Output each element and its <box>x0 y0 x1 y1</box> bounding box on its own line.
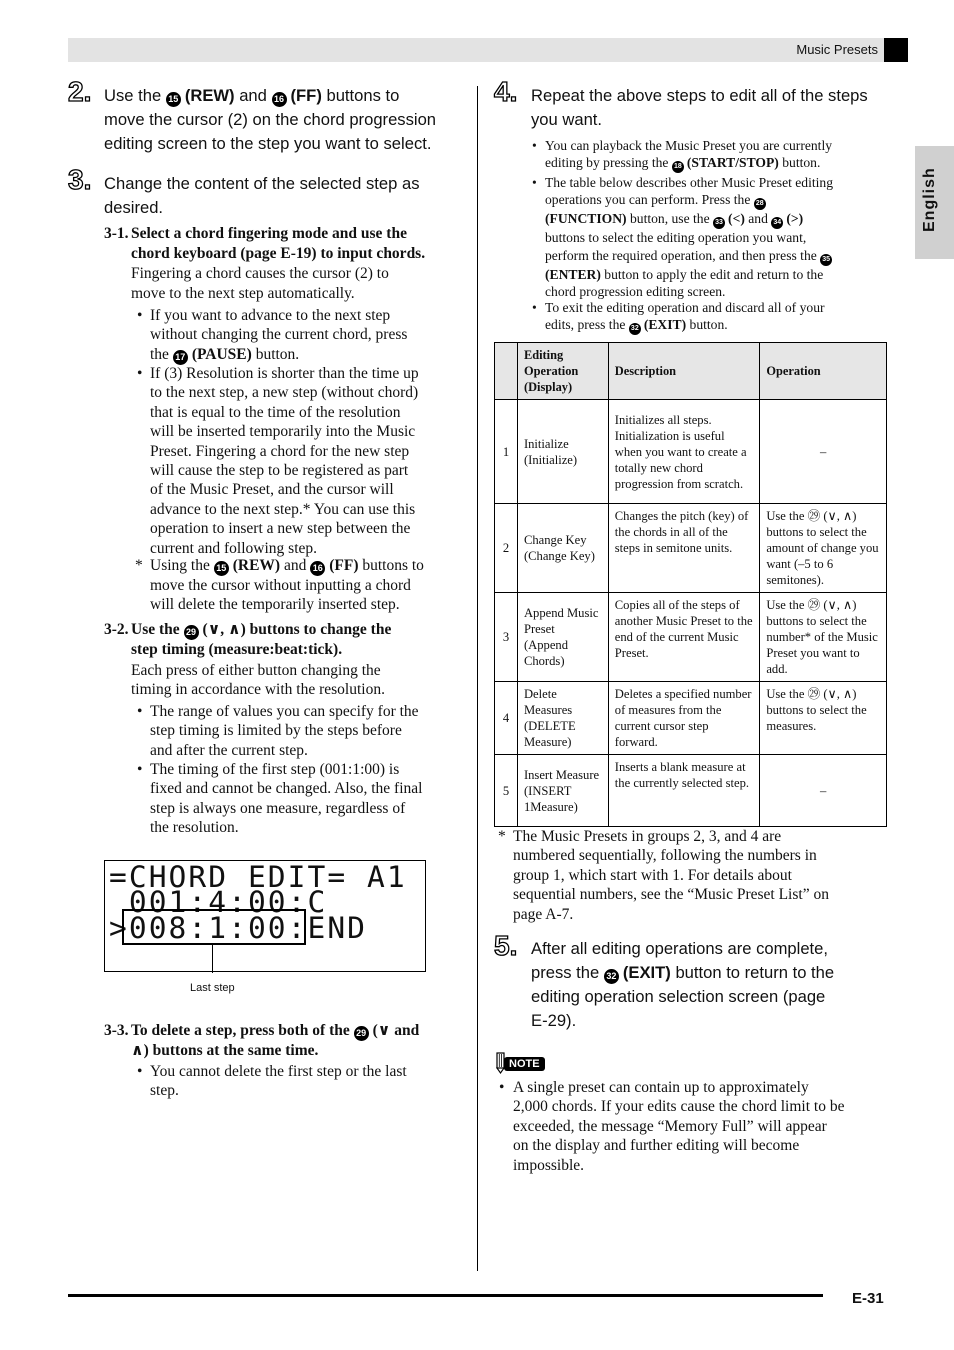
table-header-operation: Editing Operation (Display) <box>517 343 608 400</box>
table-row <box>495 593 887 682</box>
lcd-line-2: 001:4:00:C <box>109 885 328 919</box>
column-divider <box>477 86 478 1271</box>
row-operation: Insert Measure (INSERT 1Measure) <box>517 755 608 827</box>
note-icon <box>494 1052 552 1074</box>
row-operation: Delete Measures (DELETE Measure) <box>517 682 608 755</box>
updown-button-icon: 29 <box>184 625 199 640</box>
pause-button-icon: 17 <box>173 350 188 365</box>
row-action: Use the ㉙ (∨, ∧) buttons to select the number* of the Music Preset you want to add. <box>760 593 887 682</box>
bullet-first-step: • The timing of the first step (001:1:00) is fixed and cannot be changed. Also, the final step is always one measure, regardless of the resolution. <box>150 760 470 838</box>
header-marker <box>884 38 908 62</box>
footer-rule <box>68 1294 823 1297</box>
row-action: – <box>760 400 887 504</box>
section-title: Music Presets <box>796 42 878 57</box>
lcd-caption: Last step <box>190 982 235 994</box>
step-4-text: Repeat the above steps to edit all of the steps you want. <box>531 86 868 129</box>
row-operation: Append Music Preset (Append Chords) <box>517 593 608 682</box>
lcd-highlight-box <box>122 909 306 945</box>
function-button-icon: 28 <box>754 198 766 210</box>
chevron-up-icon: ∧ <box>131 1042 144 1059</box>
rew-button-icon: 15 <box>214 561 229 576</box>
note-label: NOTE <box>504 1057 545 1071</box>
bullet-playback: • You can playback the Music Preset you are currently editing by pressing the 18 (START/STOP) button. <box>545 137 890 173</box>
enter-button-icon: 35 <box>820 254 832 266</box>
row-operation: Change Key (Change Key) <box>517 504 608 593</box>
bullet-advance-step: • If you want to advance to the next step without changing the current chord, press the 17 (PAUSE) button. <box>150 306 470 365</box>
table-footnote: * The Music Presets in groups 2, 3, and 4 are numbered sequentially, following the numbers in group 1, which start with 1. For details about sequential numbers, see the “Music Preset List” on page A-7. <box>498 828 829 923</box>
lcd-line-1: =CHORD EDIT= A1 <box>109 860 407 894</box>
step-5-number: 5. <box>494 930 518 961</box>
substep-3-2-text: Use the 29 (∨, ∧) buttons to change the step timing (measure:beat:tick). Each press of either button changing the timing in accordance with the resolution. <box>131 621 392 698</box>
row-description: Deletes a specified number of measures from the current cursor step forward. <box>608 682 760 755</box>
table-row <box>495 400 887 504</box>
row-number: 3 <box>495 593 518 682</box>
language-tab <box>915 146 954 259</box>
updown-button-icon: 29 <box>354 1026 369 1041</box>
lcd-line-3: >008:1:00:END <box>109 911 368 945</box>
bullet-range: • The range of values you can specify for the step timing is limited by the steps before and after the current step. <box>150 702 470 760</box>
right-button-icon: 34 <box>771 217 783 229</box>
step-5-text: After all editing operations are complete, press the 32 (EXIT) button to return to the editing operation selection screen (page E-29). <box>531 939 835 1030</box>
chevron-up-icon: ∧ <box>228 621 241 638</box>
asterisk-note: * Using the 15 (REW) and 16 (FF) buttons to move the cursor without inputting a chord will delete the temporarily inserted step. <box>135 557 424 614</box>
bullet-cannot-delete: • You cannot delete the first step or the last step. <box>150 1062 470 1101</box>
row-action: Use the ㉙ (∨, ∧) buttons to select the amount of change you want (–5 to 6 semitones). <box>760 504 887 593</box>
row-number: 1 <box>495 400 518 504</box>
row-description: Inserts a blank measure at the currently selected step. <box>608 755 760 827</box>
row-number: 2 <box>495 504 518 593</box>
note-text: • A single preset can contain up to approximately 2,000 chords. If your edits cause the chord limit to be exceeded, the message “Memory Full” will appear on the display and further editing will become impossible. <box>513 1078 893 1175</box>
chevron-down-icon: ∨ <box>377 1022 391 1039</box>
substep-3-2: 3-2. <box>104 621 129 638</box>
step-3-number: 3. <box>68 164 92 195</box>
step-2-number: 2. <box>68 76 92 107</box>
header-bar <box>68 38 908 62</box>
bullet-resolution: • If (3) Resolution is shorter than the time up to the next step, a new step (without chord) that is equal to the time of the resolution will be inserted temporarily into the Music Preset. Fingering a chord for the new step will cause the step to be registered as part of the Music Preset, and the cursor will advance to the next step.* You can use this operation to insert a new step between the current and following step. <box>150 364 470 558</box>
table-header-action: Operation <box>760 343 887 400</box>
table-header-index <box>495 343 518 400</box>
table-header-description: Description <box>608 343 760 400</box>
step-3-text: Change the content of the selected step as desired. <box>104 174 420 217</box>
row-action: Use the ㉙ (∨, ∧) buttons to select the measures. <box>760 682 887 755</box>
ff-button-icon: 16 <box>272 92 287 107</box>
row-number: 4 <box>495 682 518 755</box>
substep-3-1: 3-1. <box>104 225 129 242</box>
row-operation: Initialize (Initialize) <box>517 400 608 504</box>
row-description: Copies all of the steps of another Music Preset to the end of the current Music Preset. <box>608 593 760 682</box>
ff-button-icon: 16 <box>310 561 325 576</box>
bullet-table-intro: • The table below describes other Music Preset editing operations you can perform. Press the 28 (FUNCTION) button, use the 33 (<) and 34 (>) buttons to select the editing operation you want, perform the required operation, and then press the 35 (ENTER) button to apply the edit and return to the chord progression editing screen. <box>545 174 890 300</box>
step-2-text: Use the 15 (REW) and 16 (FF) buttons to move the cursor (2) on the chord progression editing screen to the step you want to select. <box>104 86 437 153</box>
row-description: Initializes all steps. Initialization is useful when you want to create a totally new chord progression from scratch. <box>608 400 760 504</box>
language-tab-label: English <box>921 167 938 232</box>
table-row <box>495 682 887 755</box>
substep-3-3-text: To delete a step, press both of the 29 (∨ and ∧) buttons at the same time. <box>131 1022 420 1059</box>
page-number: E-31 <box>852 1290 884 1307</box>
chevron-down-icon: ∨ <box>207 621 221 638</box>
lcd-display <box>104 860 426 972</box>
row-action: – <box>760 755 887 827</box>
operations-table <box>494 342 887 827</box>
start-stop-button-icon: 18 <box>672 161 684 173</box>
lcd-callout-line <box>212 945 213 973</box>
table-header-row <box>495 343 887 400</box>
table-row <box>495 755 887 827</box>
substep-3-1-text: Select a chord fingering mode and use the chord keyboard (page E-19) to input chords. Fingering a chord causes the cursor (2) to move to the next step automatically. <box>131 225 426 302</box>
step-4-number: 4. <box>494 76 518 107</box>
bullet-exit: • To exit the editing operation and discard all of your edits, press the 32 (EXIT) button. <box>545 299 890 335</box>
rew-button-icon: 15 <box>166 92 181 107</box>
substep-3-3: 3-3. <box>104 1022 129 1039</box>
left-button-icon: 33 <box>713 217 725 229</box>
table-row <box>495 504 887 593</box>
row-description: Changes the pitch (key) of the chords in all of the steps in semitone units. <box>608 504 760 593</box>
exit-button-icon: 32 <box>629 323 641 335</box>
row-number: 5 <box>495 755 518 827</box>
exit-button-icon: 32 <box>604 969 619 984</box>
